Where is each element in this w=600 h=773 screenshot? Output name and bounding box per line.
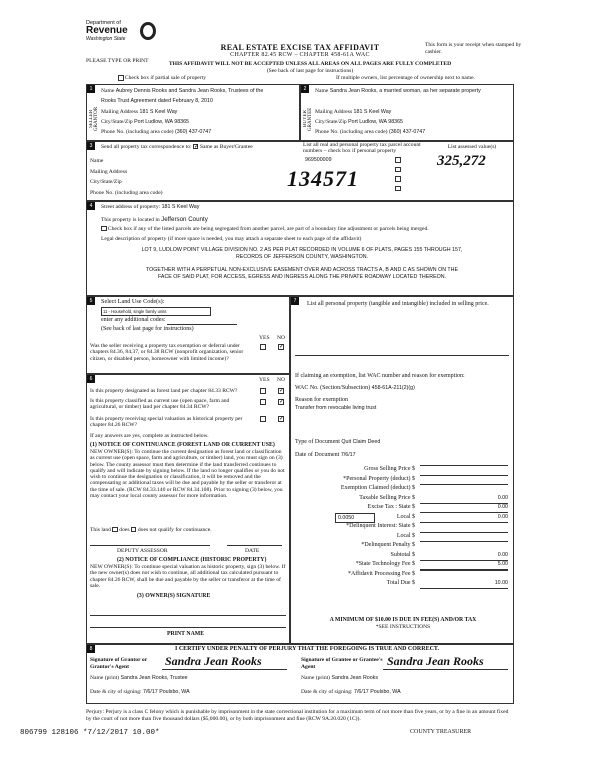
legal-description[interactable]	[97, 247, 507, 281]
doc-type-row	[295, 438, 380, 447]
grantor-date-row	[90, 688, 190, 697]
excise-state-label: Excise Tax : State $	[367, 504, 415, 510]
personal-property-checkbox-1[interactable]	[395, 157, 401, 163]
tech-fee-label: *State Technology Fee $	[355, 561, 415, 567]
county-treasurer-label: COUNTY TREASURER	[410, 729, 472, 735]
q1-yes-checkbox[interactable]	[260, 388, 266, 394]
s5-yes-label: YES	[259, 335, 270, 341]
form-title	[180, 43, 420, 59]
section-number-7: 7	[291, 297, 299, 305]
penalty-value[interactable]	[420, 541, 508, 542]
logo-state-text: Washington State	[86, 36, 126, 42]
sale-details-section	[290, 296, 514, 644]
taxable-value[interactable]: 0.00	[420, 494, 508, 504]
does-not-checkbox[interactable]	[131, 527, 137, 533]
exemption-claim-label: If claiming an exemption, list WAC number and reason for exemption:	[295, 373, 465, 379]
does-label: does	[119, 527, 130, 533]
deputy-assessor-line[interactable]	[90, 545, 210, 546]
personal-property-label: List all personal property (tangible and intangible) included in selling price.	[307, 301, 489, 307]
located-row	[101, 215, 208, 225]
corr-city-label: City/State/Zip	[90, 179, 122, 185]
tax-line-personal	[295, 475, 509, 485]
print-name-line[interactable]	[90, 627, 286, 628]
q1-no-checkbox[interactable]	[278, 388, 284, 394]
buyer-side-label: BUYER GRANTEE	[303, 107, 313, 131]
land-use-see-back: (See back of last page for instructions)	[101, 326, 194, 332]
subtotal-value[interactable]: 0.00	[420, 551, 508, 561]
section-number-5: 5	[87, 297, 95, 305]
seller-phone-row	[101, 128, 211, 137]
send-correspondence-label: Send all property tax correspondence to:	[101, 144, 192, 150]
parcel-checkboxes	[395, 157, 401, 191]
tax-line-total	[295, 579, 509, 589]
processing-fee-value[interactable]	[420, 570, 508, 571]
handwritten-parcel: 134571	[287, 166, 359, 191]
see-back-note: (See back of last page for instructions)	[266, 68, 354, 74]
partial-sale-row	[118, 75, 206, 81]
form-title-text: REAL ESTATE EXCISE TAX AFFIDAVIT	[220, 43, 380, 52]
buyer-phone-field[interactable]: (360) 437-0747	[388, 129, 426, 135]
section-number-6: 6	[87, 375, 95, 383]
same-as-buyer-checkbox[interactable]	[193, 144, 199, 150]
does-checkbox[interactable]	[112, 527, 118, 533]
seller-phone-label: Phone No. (including area code)	[101, 129, 174, 135]
assessed-value-field[interactable]: 325,272	[437, 153, 486, 169]
corr-phone-label: Phone No. (including area code)	[90, 190, 163, 196]
corr-address-label: Mailing Address	[90, 169, 128, 175]
seller-city-row	[101, 118, 189, 127]
tax-line-exemption	[295, 484, 509, 494]
s5-no-checkbox-wrap	[278, 344, 284, 350]
seller-city-field[interactable]: Port Ludlow, WA 98365	[134, 119, 189, 125]
delinquent-state-label: *Delinquent Interest: State $	[346, 523, 415, 529]
property-location-section	[86, 201, 514, 296]
segregated-checkbox[interactable]	[101, 226, 107, 232]
grantee-date-label: Date & city of signing:	[301, 689, 353, 695]
tax-correspondence-section	[86, 141, 514, 201]
section-number-2: 2	[301, 85, 309, 93]
send-correspondence-row	[101, 143, 253, 152]
buyer-address-field[interactable]: 181 S Keel Way	[353, 109, 392, 115]
grantee-signature[interactable]: Sandra Jean Rooks	[387, 654, 484, 668]
assessed-header: List assessed value(s)	[447, 144, 497, 150]
section-number-1: 1	[87, 85, 95, 93]
tax-line-subtotal	[295, 551, 509, 561]
doc-type-label: Type of Document	[295, 439, 340, 445]
partial-sale-label: Check box if partial sale of property	[124, 75, 206, 82]
q2-no-wrap	[278, 399, 284, 405]
subtotal-label: Subtotal $	[390, 551, 415, 558]
logo-dept-text: Department of	[86, 20, 121, 26]
certification-section	[86, 644, 514, 704]
penalty-label: *Delinquent Penalty $	[361, 542, 415, 548]
seller-name-2[interactable]: Rooks Trust Agreement dated February 8, 2010	[101, 98, 213, 104]
seller-address-field[interactable]: 181 S Keel Way	[139, 109, 178, 115]
revenue-logo	[86, 20, 166, 48]
s5-yes-checkbox[interactable]	[260, 344, 266, 350]
delinquent-local-label: Local $	[396, 532, 415, 539]
notice-continuance-body: NEW OWNER(S): To continue the current designation as forest land or classification as current use (open space, farm and agriculture, or timber) land, you must sign on (3) below. The county assessor must then determine if the land transferred continues to qualify and will indicate by signing below. If the land no longer qualifies or you do not wish to continue the designation or classification, it will be removed and the compensating or additional taxes will be due and payable by the seller or transferor at the time of sale. (RCW 84.33.140 or RCW 84.34.108). Prior to signing (3) below, you may contact your local county assessor for more information.	[90, 449, 285, 500]
q1-yes-wrap	[260, 388, 266, 394]
doc-date-field[interactable]: 7/6/17	[340, 452, 356, 458]
current-use-section	[86, 374, 290, 644]
owner-signature-line[interactable]	[90, 615, 286, 616]
grantee-name-row	[301, 674, 378, 683]
seller-name-row	[101, 87, 263, 96]
q3-no-wrap	[278, 416, 284, 422]
section-number-4: 4	[87, 202, 95, 210]
minimum-note: A MINIMUM OF $10.00 IS DUE IN FEE(S) AND/OR TAX	[329, 617, 477, 623]
tax-line-penalty	[295, 541, 509, 551]
current-use-question: Is this property classified as current use (open space, farm and agricultural, or timber) land per chapter 84.34 RCW?	[90, 398, 230, 411]
reason-field[interactable]: Transfer from revocable living trust	[295, 405, 377, 411]
wac-label: WAC No. (Section/Subsection)	[295, 385, 371, 391]
street-row	[101, 203, 199, 212]
tax-line-delinquent-local	[295, 532, 509, 542]
exemption-deduct-label: Exemption Claimed (deduct) $	[340, 485, 415, 491]
grantee-signature-line	[383, 669, 508, 670]
section-number-8: 8	[87, 645, 95, 653]
buyer-section	[300, 84, 514, 141]
local-label: Local $	[396, 513, 415, 520]
tax-line-delinquent-state	[295, 522, 509, 532]
grantor-name-row	[90, 674, 188, 683]
grantee-signature-label: Signature of Grantee or Grantee's Agent	[301, 657, 383, 670]
revenue-logo-icon	[140, 22, 156, 40]
seller-address-row	[101, 108, 177, 117]
corr-name-label: Name	[90, 158, 104, 164]
cashier-stamp: 806799 128106 *7/12/2017 10.00*	[20, 729, 160, 737]
grantee-date-row	[301, 688, 401, 697]
partial-sale-checkbox[interactable]	[118, 75, 124, 81]
q3-yes-checkbox[interactable]	[260, 416, 266, 422]
q3-no-checkbox[interactable]	[278, 416, 284, 422]
see-instructions-note: *SEE INSTRUCTIONS	[375, 624, 431, 630]
logo-agency-text: Revenue	[86, 25, 128, 36]
personal-property-checkbox-4[interactable]	[395, 186, 401, 192]
local-rate-field[interactable]: 0.0050	[335, 513, 375, 523]
buyer-city-label: City/State/Zip	[315, 119, 347, 125]
deputy-date-label: DATE	[245, 548, 260, 554]
land-use-label: Select Land Use Code(s):	[101, 298, 165, 305]
segregated-row	[101, 225, 429, 234]
grantor-date-label: Date & city of signing:	[90, 689, 142, 695]
total-label: Total Due $	[386, 580, 415, 586]
exemption-deduct-value[interactable]	[420, 484, 508, 485]
tax-line-tech-fee	[295, 560, 509, 570]
grantor-name-field[interactable]: Sandra Jean Rooks, Trustee	[120, 675, 188, 681]
q3-yes-wrap	[260, 416, 266, 422]
gross-label: Gross Selling Price $	[364, 466, 415, 472]
exemption-question: Was the seller receiving a property tax exemption or deferral under chapters 84.36, 84.37, or 84.38 RCW (nonprofit organization, senior citizen, or disabled person, homeowner with limited income)?	[90, 343, 244, 362]
seller-name-1[interactable]: Aubrey Dennis Rooks and Sandra Jean Rooks, Trustees of the	[115, 88, 264, 94]
buyer-name-row	[315, 87, 481, 96]
grantee-name-field[interactable]: Sandra Jean Rooks	[331, 675, 378, 681]
buyer-address-label: Mailing Address	[315, 109, 353, 115]
does-not-label: does not qualify for continuance.	[137, 527, 212, 533]
s6-no-label: NO	[277, 377, 286, 383]
wac-field[interactable]: 458-61A-211(2)(g)	[371, 385, 415, 391]
tax-line-gross	[295, 465, 509, 475]
q1-no-wrap	[278, 388, 284, 394]
parcel-number-field[interactable]: 969500009	[305, 157, 332, 163]
owner-signature-title: (3) OWNER(S) SIGNATURE	[137, 593, 211, 599]
forest-question: Is this property designated as forest land per chapter 84.33 RCW?	[90, 388, 238, 394]
street-label: Street address of property:	[101, 204, 161, 210]
s6-yes-label: YES	[259, 377, 270, 383]
land-use-select[interactable]: 11 - Household, single family units	[101, 307, 211, 316]
s5-yes-checkbox-wrap	[260, 344, 266, 350]
same-as-buyer-label: Same as Buyer/Grantee	[199, 144, 253, 150]
grantee-date-field[interactable]: 7/6/17 Poulsbo, WA	[354, 689, 401, 695]
multiple-owners-note: If multiple owners, list percentage of ownership next to name.	[336, 75, 476, 81]
q2-yes-checkbox[interactable]	[260, 399, 266, 405]
legal-line-1: LOT 9, LUDLOW POINT VILLAGE DIVISION NO. 2 AS PER PLAT RECORDED IN VOLUME 6 OF PLATS, PAGES 155 THROUGH 157,	[141, 247, 463, 253]
buyer-phone-row	[315, 128, 425, 137]
segregated-label: Check box if any of the listed parcels are being segregated from another parcel, are part of a boundary line adjustment or parcels being merged.	[107, 226, 429, 232]
located-label: This property is located in	[101, 217, 160, 223]
if-yes-instruction: If any answers are yes, complete as instructed below.	[90, 433, 209, 439]
legal-line-4: FACE OF SAID PLAT, FOR ACCESS, EGRESS AND INGRESS ALONG THE PRIVATE ROADWAY LOCATED THEREON.	[157, 274, 447, 280]
personal-deduct-value[interactable]	[420, 475, 508, 476]
deputy-assessor-label: DEPUTY ASSESSOR	[117, 548, 168, 554]
county-field[interactable]: Jefferson County	[161, 216, 208, 223]
qualify-row	[90, 526, 212, 535]
legal-line-2: RECORDS OF JEFFERSON COUNTY, WASHINGTON.	[235, 254, 369, 260]
s5-no-checkbox[interactable]	[278, 344, 284, 350]
seller-phone-field[interactable]: (360) 437-0747	[174, 129, 212, 135]
form-chapter: CHAPTER 82.45 RCW – CHAPTER 458-61A WAC	[230, 52, 370, 58]
additional-codes-field[interactable]	[167, 324, 237, 325]
total-value[interactable]: 10.00	[420, 579, 508, 589]
parcel-header: List all real and personal property tax parcel account numbers – check box if personal property	[303, 142, 421, 154]
q2-no-checkbox[interactable]	[278, 399, 284, 405]
tax-lines	[295, 465, 509, 589]
tax-line-state	[295, 503, 509, 513]
delinquent-state-value[interactable]	[420, 522, 508, 523]
seller-address-label: Mailing Address	[101, 109, 139, 115]
seller-name-label: Name	[101, 88, 115, 94]
grantor-date-field[interactable]: 7/6/17 Poulsbo, WA	[143, 689, 190, 695]
perjury-notice: Perjury: Perjury is a class C felony which is punishable by imprisonment in the state correctional institution for a maximum term of not more than five years, or by a fine in an amount fixed by the court of not more than five thousand dollars ($5,000.00), or by both imprisonment and fine (RCW 9A.20.020 (1C)).	[86, 709, 509, 722]
deputy-date-line[interactable]	[227, 545, 282, 546]
land-use-section	[86, 296, 290, 374]
additional-codes-label: enter any additional codes:	[101, 317, 166, 323]
grantor-signature[interactable]: Sandra Jean Rooks	[165, 654, 262, 668]
doc-type-field[interactable]: Quit Claim Deed	[341, 439, 381, 445]
s5-no-label: NO	[277, 335, 286, 341]
delinquent-local-value[interactable]	[420, 532, 508, 533]
buyer-address-row	[315, 108, 391, 117]
seller-city-label: City/State/Zip	[101, 119, 133, 125]
please-type-note: PLEASE TYPE OR PRINT	[86, 58, 149, 64]
buyer-city-row	[315, 118, 403, 127]
tax-line-local	[295, 513, 509, 523]
grantor-name-label: Name (print)	[90, 675, 120, 681]
personal-deduct-label: *Personal Property (deduct) $	[343, 475, 415, 482]
buyer-city-field[interactable]: Port Ludlow, WA 98365	[348, 119, 403, 125]
buyer-name-label: Name	[315, 88, 329, 94]
notice-compliance-title: (2) NOTICE OF COMPLIANCE (HISTORIC PROPERTY)	[117, 557, 267, 563]
local-value[interactable]: 0.00	[420, 513, 508, 523]
grantor-signature-line	[162, 669, 287, 670]
wac-row	[295, 384, 415, 393]
seller-side-label: SELLER GRANTOR	[89, 106, 99, 132]
personal-property-checkbox-3[interactable]	[395, 176, 401, 182]
excise-state-value[interactable]: 0.00	[420, 503, 508, 513]
seller-section	[86, 84, 300, 141]
gross-value[interactable]	[420, 465, 508, 466]
this-land-label: This land	[90, 527, 111, 533]
tax-line-processing-fee	[295, 570, 509, 580]
certify-statement: I CERTIFY UNDER PENALTY OF PERJURY THAT THE FOREGOING IS TRUE AND CORRECT.	[174, 646, 439, 652]
processing-fee-label: *Affidavit Processing Fee $	[347, 570, 415, 577]
buyer-name-field[interactable]: Sandra Jean Rooks, a married woman, as her separate property	[329, 88, 481, 94]
street-field[interactable]: 181 S Keel Way	[161, 204, 200, 210]
print-name-label: PRINT NAME	[167, 631, 205, 637]
notice-compliance-body: NEW OWNER(S): To continue special valuation as historic property, sign (3) below. If the new owner(s) does not wish to continue, all additional tax calculated pursuant to chapter 84.26 RCW, shall be due and payable by the seller or transferor at the time of sale.	[90, 564, 286, 589]
grantee-name-label: Name (print)	[301, 675, 331, 681]
reason-label: Reason for exemption	[295, 397, 348, 403]
tech-fee-value[interactable]: 5.00	[420, 560, 508, 570]
historic-question: Is this property receiving special valuation as historical property per chapter 84.26 RCW?	[90, 416, 243, 429]
q2-yes-wrap	[260, 399, 266, 405]
grantor-signature-label: Signature of Grantor or Grantor's Agent	[90, 657, 148, 670]
legal-line-3: TOGETHER WITH A PERPETUAL NON-EXCLUSIVE EASEMENT OVER AND ACROSS TRACTS A, B AND C AS SHOWN ON THE	[146, 267, 458, 273]
notice-continuance-title: (1) NOTICE OF CONTINUANCE (FOREST LAND OR CURRENT USE)	[90, 442, 275, 448]
warning-text: THIS AFFIDAVIT WILL NOT BE ACCEPTED UNLESS ALL AREAS ON ALL PAGES ARE FULLY COMPLETED	[168, 61, 452, 67]
tax-line-taxable	[295, 494, 509, 504]
doc-date-label: Date of Document	[295, 452, 340, 458]
personal-property-checkbox-2[interactable]	[395, 167, 401, 173]
doc-date-row	[295, 451, 356, 460]
receipt-note: This form is your receipt when stamped by cashier.	[425, 42, 522, 55]
buyer-phone-label: Phone No. (including area code)	[315, 129, 388, 135]
legal-label: Legal description of property (if more space is needed, you may attach a separate sheet to each page of the affidavit)	[101, 236, 362, 242]
section-number-3: 3	[87, 142, 95, 150]
personal-property-line[interactable]	[295, 355, 509, 356]
taxable-label: Taxable Selling Price $	[359, 494, 415, 501]
